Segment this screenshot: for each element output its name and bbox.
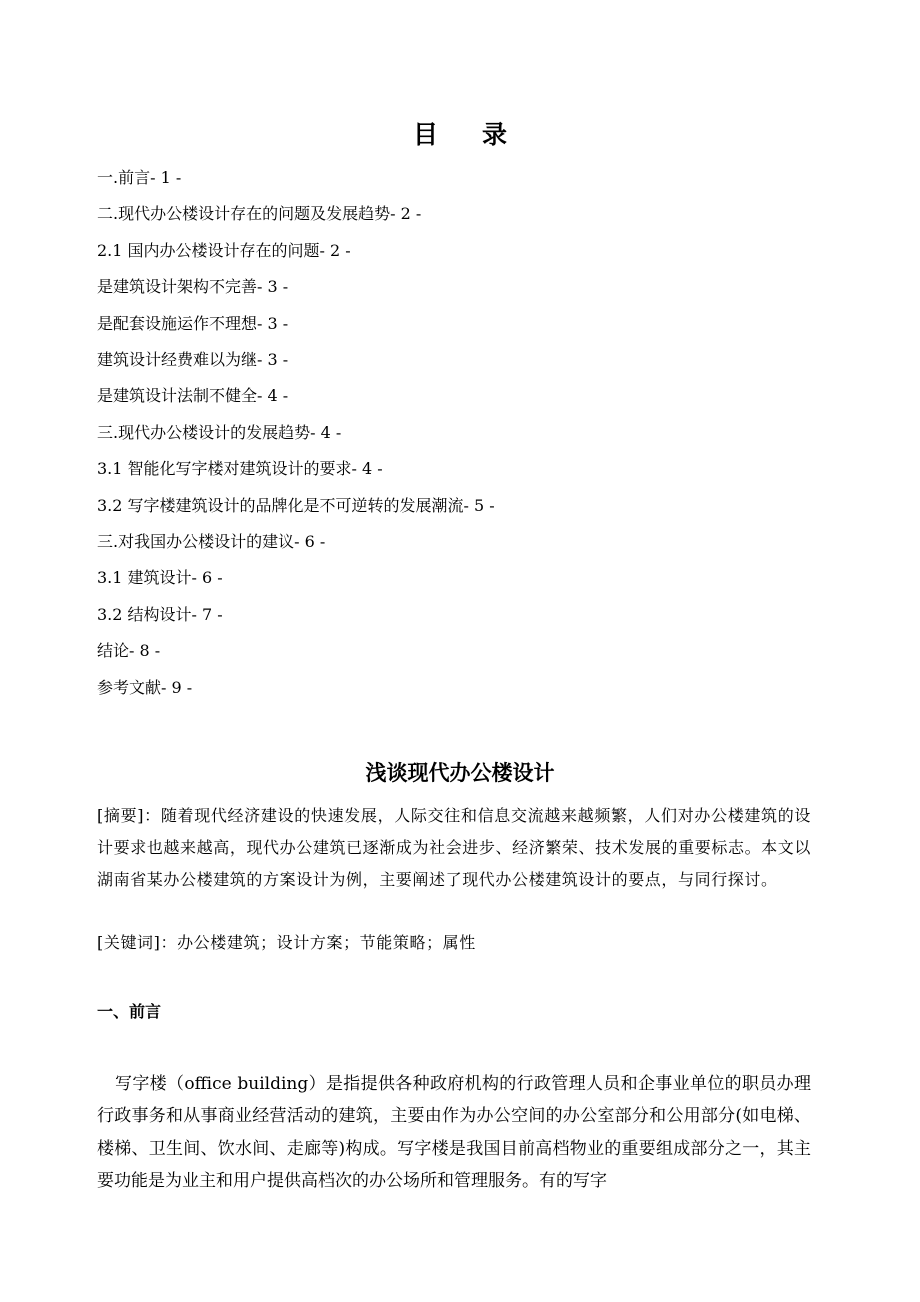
toc-item: 2.1 国内办公楼设计存在的问题- 2 - [97, 240, 351, 260]
toc-item: 一.前言- 1 - [97, 168, 182, 187]
abstract-paragraph: [摘要]：随着现代经济建设的快速发展，人际交往和信息交流越来越频繁，人们对办公楼建筑的设计要求也越来越高，现代办公建筑已逐渐成为社会进步、经济繁荣、技术发展的重要标志。本文以湖南省某办公楼建筑的方案设计为例，主要阐述了现代办公楼建筑设计的要点，与同行探讨。 [97, 806, 811, 889]
toc-item: 二.现代办公楼设计存在的问题及发展趋势- 2 - [97, 204, 422, 224]
section-heading: 一、前言 [97, 1002, 162, 1021]
toc-item: 三.现代办公楼设计的发展趋势- 4 - [97, 422, 342, 442]
toc-item: 3.2 写字楼建筑设计的品牌化是不可逆转的发展潮流- 5 - [97, 495, 495, 515]
toc-item: 3.2 结构设计- 7 - [97, 604, 223, 624]
article-title: 浅谈现代办公楼设计 [365, 761, 555, 785]
toc-item: 3.1 建筑设计- 6 - [97, 568, 223, 588]
toc-item: 三.对我国办公楼设计的建议- 6 - [97, 532, 326, 552]
toc-title: 目录 [412, 120, 551, 149]
toc-item: 结论- 8 - [97, 641, 161, 661]
toc-item: 是配套设施运作不理想- 3 - [97, 313, 289, 333]
toc-item: 是建筑设计架构不完善- 3 - [97, 277, 289, 297]
toc-list [97, 160, 495, 706]
body-paragraph: 写字楼（office building）是指提供各种政府机构的行政管理人员和企事业单位的职员办理行政事务和从事商业经营活动的建筑，主要由作为办公空间的办公室部分和公用部分(如电梯、楼梯、卫生间、饮水间、走廊等)构成。写字楼是我国目前高档物业的重要组成部分之一，其主要功能是为业主和用户提供高档次的办公场所和管理服务。有的写字 [97, 1074, 811, 1192]
toc-item: 3.1 智能化写字楼对建筑设计的要求- 4 - [97, 459, 383, 479]
toc-item: 参考文献- 9 - [97, 677, 193, 697]
toc-item: 是建筑设计法制不健全- 4 - [97, 386, 289, 406]
toc-item: 建筑设计经费难以为继- 3 - [97, 350, 289, 370]
keywords-line: [关键词]：办公楼建筑；设计方案；节能策略；属性 [97, 933, 476, 952]
